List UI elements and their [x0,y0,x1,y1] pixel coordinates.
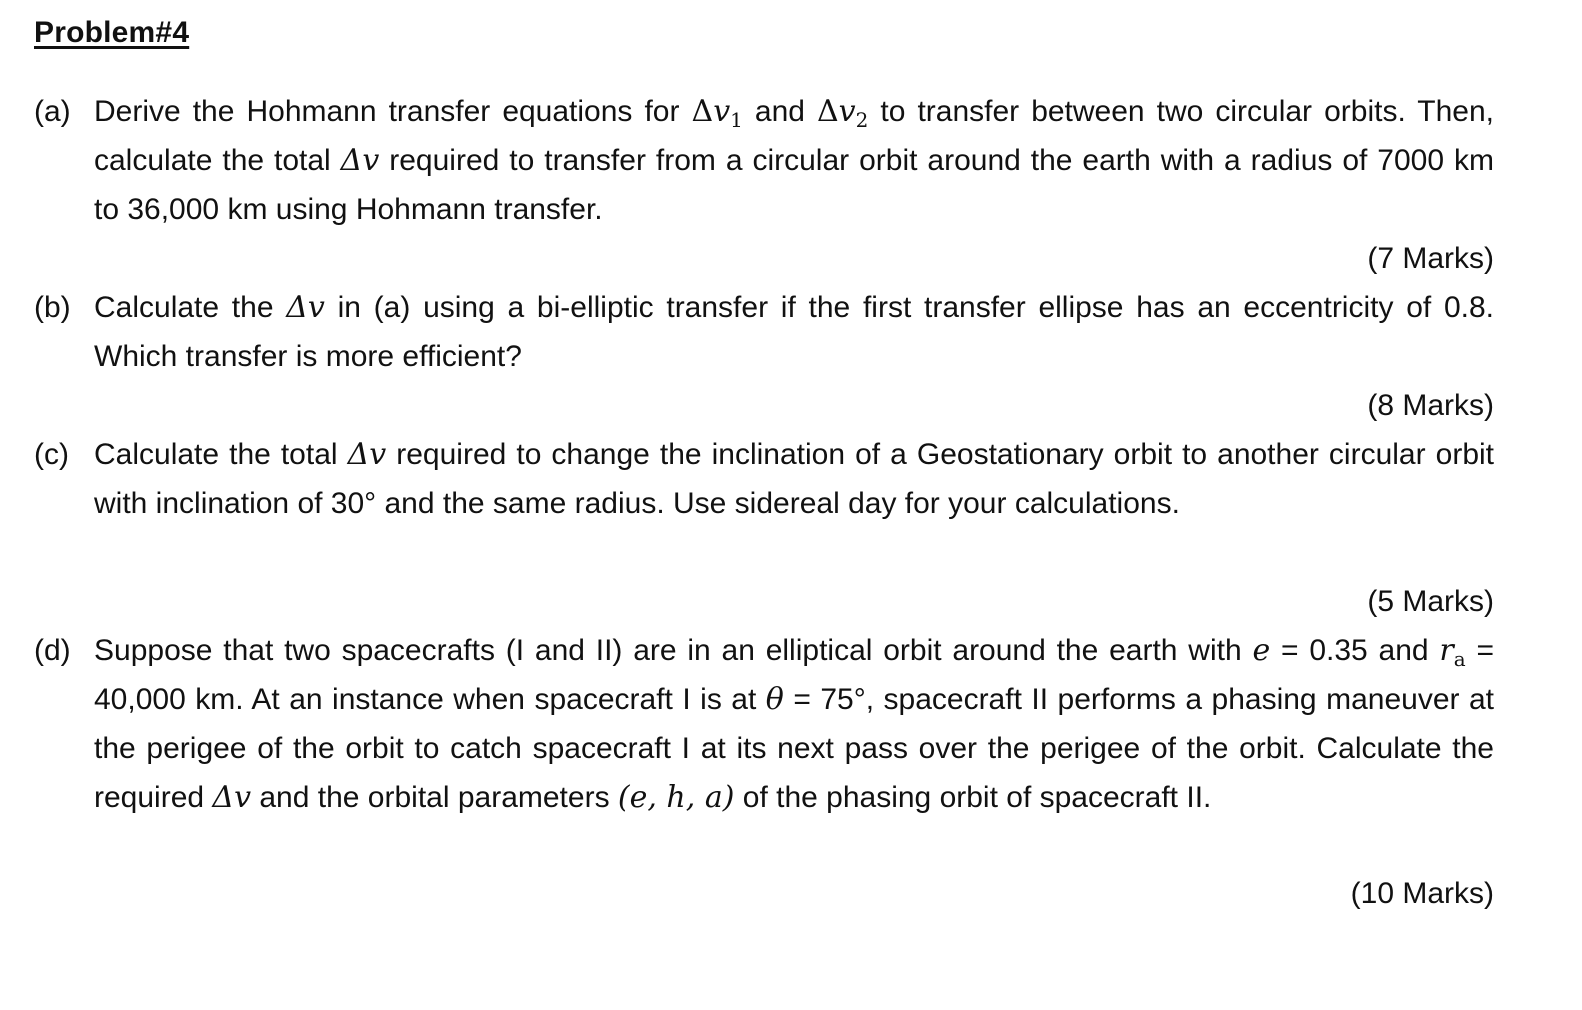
question-b-marks: (8 Marks) [1367,389,1494,422]
question-a-text-part: and [742,95,817,128]
question-d-text-part: of the phasing orbit of spacecraft II. [734,781,1212,814]
delta-v1-symbol: $\Delta v_1$ [691,94,743,132]
eccentricity-symbol: e [1252,633,1271,668]
theta-symbol: θ [765,682,784,717]
delta-v-symbol: Δv [347,437,387,472]
question-a-text [94,87,1494,234]
question-c-text [94,430,1494,528]
question-b-text [94,283,1494,381]
delta-v-symbol: Δv [286,290,325,325]
question-a-text-part: to transfer between two circular orbits. Then, calculate the total [94,95,1494,177]
question-a-text-part: required to transfer from a circular orbit around the earth with a radius of 7000 km to 36,000 km using Hohmann transfer. [94,144,1494,226]
question-b-label: (b) [34,291,71,324]
question-b-text-part: Calculate the [94,291,287,324]
problem-title: Problem#4 [34,16,190,49]
question-d-text-part: Suppose that two spacecrafts (I and II) are in an elliptical orbit around the earth with [94,634,1253,667]
question-c-label: (c) [34,438,69,471]
question-a-text-part: Derive the Hohmann transfer equations for [94,95,692,128]
question-d-text-part: = 75°, spacecraft II performs a phasing maneuver at the perigee of the orbit to catch spacecraft I at its next pass over the perigee of the orbit. Calculate the required [94,683,1494,814]
apogee-radius-symbol: $r_a$ [1439,633,1466,671]
question-d-text-part: = 0.35 and [1270,634,1440,667]
question-c-text-part: Calculate the total [94,438,348,471]
question-c-text-part: required to change the inclination of a Geostationary orbit to another circular orbit with inclination of 30° and the same radius. Use sidereal day for your calculations. [94,438,1494,520]
delta-v-symbol: Δv [212,780,252,815]
question-d-text-part: and the orbital parameters [251,781,618,814]
question-d-text-part: = 40,000 km. At an instance when spacecraft I is at [94,634,1495,716]
question-d-text [94,626,1494,822]
question-c-marks: (5 Marks) [1367,585,1494,618]
delta-v2-symbol: $\Delta v_2$ [817,94,869,132]
question-b-text-part: in (a) using a bi-elliptic transfer if the first transfer ellipse has an eccentricity of 0.8. Which transfer is more efficient? [94,291,1494,373]
question-a-label: (a) [34,95,71,128]
question-a-marks: (7 Marks) [1367,242,1494,275]
orbital-parameters-symbol: (e, h, a) [617,780,735,815]
question-d-marks: (10 Marks) [1350,877,1494,910]
delta-v-symbol: Δv [340,143,380,178]
question-d-label: (d) [34,634,71,667]
